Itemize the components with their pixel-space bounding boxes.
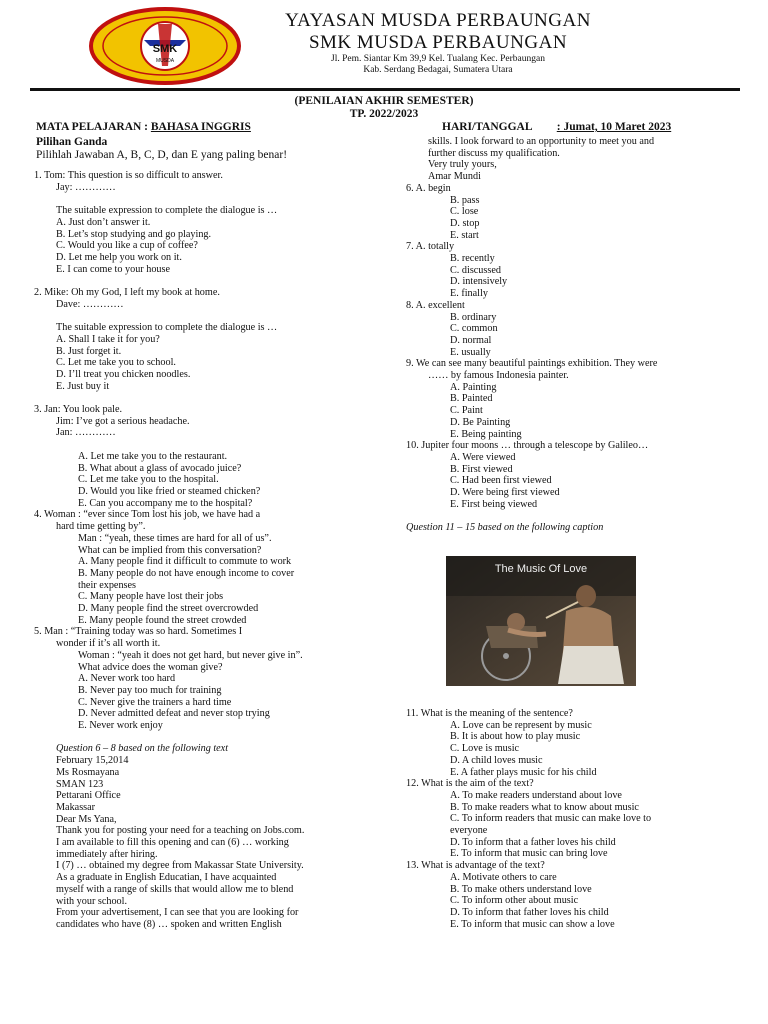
photo-caption: The Music Of Love [494,563,588,575]
question-line: C. Let me take you to the hospital. [78,474,219,486]
question-line [34,310,404,322]
header-divider [30,88,740,91]
question-line: 12. What is the aim of the text? [406,778,534,790]
question-line: SMAN 123 [56,778,104,790]
question-line: Woman : “yeah it does not get hard, but never give in”. [78,649,303,661]
question-line: hard time getting by”. [56,521,146,533]
question-line: D. Would you like fried or steamed chicken? [78,485,261,497]
question-line: February 15,2014 [56,755,129,767]
question-line: A. To make readers understand about love [450,789,622,801]
question-line: skills. I look forward to an opportunity to meet you and [428,136,655,147]
date-label: HARI/TANGGAL [442,121,532,133]
instruction: Pilihlah Jawaban A, B, C, D, dan E yang paling benar! [36,149,288,161]
question-line: Very truly yours, [428,159,497,171]
question-line: A. Never work too hard [78,673,176,685]
question-line: D. intensively [450,276,508,288]
question-line: What can be implied from this conversation? [78,544,262,556]
question-line: C. To inform other about music [450,895,579,907]
question-line [406,511,746,523]
question-line: Jay: ………… [56,181,116,193]
question-line: C. Love is music [450,743,520,755]
question-line: …… by famous Indonesia painter. [428,370,569,382]
question-line: B. recently [450,253,495,265]
question-line: Question 11 – 15 based on the following caption [406,522,604,534]
question-line: E. start [450,229,479,241]
question-line: C. Had been first viewed [450,475,552,487]
question-line: C. discussed [450,264,501,276]
question-line: further discuss my qualification. [428,147,560,159]
question-line [34,732,404,744]
question-line: D. To inform that a father loves his child [450,836,616,848]
question-line: Pettarani Office [56,790,121,802]
question-line: E. A father plays music for his child [450,766,597,778]
question-line: 7. A. totally [406,241,455,253]
question-line: Man : “yeah, these times are hard for all of us”. [78,532,272,544]
school-name: SMK MUSDA PERBAUNGAN [308,32,568,53]
question-line: D. normal [450,334,492,346]
question-line: E. First being viewed [450,498,538,510]
question-line: E. finally [450,288,488,300]
question-line: E. Many people found the street crowded [78,614,247,626]
question-line: B. Many people do not have enough income to cover [78,567,295,579]
question-line: 9. We can see many beautiful paintings exhibition. They were [406,358,658,370]
question-line: D. I’ll treat you chicken noodles. [56,368,191,380]
question-line [34,193,404,205]
question-line: Dear Ms Yana, [56,813,117,825]
question-line [34,275,404,287]
question-line: 6. A. begin [406,182,451,194]
question-line [34,392,404,404]
question-line: immediately after hiring. [56,848,158,860]
question-line: B. To make others understand love [450,883,592,895]
question-line: everyone [450,825,488,837]
question-line: A. Let me take you to the restaurant. [78,450,228,462]
question-line: E. Being painting [450,428,522,440]
question-line: Ms Rosmayana [56,766,120,778]
question-line: C. To inform readers that music can make love to [450,813,652,825]
question-line: A. Just don’t answer it. [56,216,151,228]
question-line: their expenses [78,579,136,591]
question-line: E. To inform that music can show a love [450,918,615,930]
question-line: B. ordinary [450,311,497,323]
address-line-1: Jl. Pem. Siantar Km 39,9 Kel. Tualang Kec. Perbaungan [331,54,545,64]
question-line: B. pass [450,194,480,206]
question-line: D. Never admitted defeat and never stop trying [78,708,270,720]
question-line [34,439,404,451]
question-line: 2. Mike: Oh my God, I left my book at home. [34,287,220,299]
question-line: E. usually [450,346,491,358]
question-line: C. lose [450,206,479,218]
question-line: E. Can you accompany me to the hospital? [78,497,253,509]
question-line: E. I can come to your house [56,263,171,275]
question-line: C. Paint [450,405,483,417]
question-line: From your advertisement, I can see that you are looking for [56,907,299,919]
question-line: D. To inform that father loves his child [450,906,609,918]
question-line: B. First viewed [450,463,513,475]
question-line: A. Motivate others to care [450,871,557,883]
question-line: B. It is about how to play music [450,731,581,743]
school-address [248,54,628,76]
question-line: myself with a range of skills that would allow me to blend [56,883,294,895]
question-line: E. Just buy it [56,380,110,392]
question-line: A. Love can be represent by music [450,719,592,731]
question-line: D. Many people find the street overcrowded [78,603,259,615]
question-line: with your school. [56,895,128,907]
subject-label: MATA PELAJARAN : [36,121,149,133]
question-line: 3. Jan: You look pale. [34,404,123,416]
question-line: Thank you for posting your need for a teaching on Jobs.com. [56,825,305,837]
exam-title: (PENILAIAN AKHIR SEMESTER) [294,95,474,107]
question-line: candidates who have (8) … spoken and written English [56,919,282,930]
question-line: D. stop [450,217,480,229]
question-line: D. Be Painting [450,416,511,428]
question-line: 11. What is the meaning of the sentence? [406,708,573,719]
question-line: 13. What is advantage of the text? [406,860,545,872]
question-line: D. A child loves music [450,754,543,766]
school-logo [88,6,242,86]
exam-year: TP. 2022/2023 [349,108,419,120]
question-line: 8. A. excellent [406,299,465,311]
question-line: C. Many people have lost their jobs [78,591,224,603]
question-line: Jan: ………… [56,427,116,439]
subject-value: BAHASA INGGRIS [150,121,251,133]
foundation-name: YAYASAN MUSDA PERBAUNGAN [285,10,591,31]
question-line: D. Let me help you work on it. [56,251,182,263]
right-column-lower [406,708,746,930]
question-line: Question 6 – 8 based on the following text [56,743,229,755]
question-line: C. common [450,323,498,335]
question-line: B. Never pay too much for training [78,684,222,696]
question-line: B. Let’s stop studying and go playing. [56,228,212,240]
question-line: Dave: ………… [56,298,124,310]
question-line: C. Never give the trainers a hard time [78,696,232,708]
question-line: C. Let me take you to school. [56,357,176,369]
logo-text: SMK [152,43,178,55]
question-line: B. What about a glass of avocado juice? [78,462,242,474]
question-line: 1. Tom: This question is so difficult to answer. [34,170,223,181]
question-line: A. Shall I take it for you? [56,333,160,345]
question-line: Makassar [56,801,96,813]
question-line: I am available to fill this opening and can (6) … working [56,837,289,849]
question-line: Jim: I’ve got a serious headache. [56,415,190,427]
question-line: What advice does the woman give? [78,661,223,673]
date-value: : Jumat, 10 Maret 2023 [556,121,672,133]
question-line: A. Many people find it difficult to commute to work [78,556,292,568]
address-line-2: Kab. Serdang Bedagai, Sumatera Utara [363,65,513,75]
left-column [34,170,404,931]
logo-subtext: MUSDA [155,58,175,64]
question-line: C. Would you like a cup of coffee? [56,240,198,252]
question-line: I (7) … obtained my degree from Makassar State University. [56,860,304,872]
music-of-love-photo [446,556,636,686]
question-line: B. To make readers what to know about music [450,801,639,813]
question-line: 10. Jupiter four moons … through a telescope by Galileo… [406,440,649,452]
question-line: The suitable expression to complete the dialogue is … [56,322,278,334]
right-column [406,136,746,534]
question-line: wonder if it’s all worth it. [56,638,161,650]
section-title: Pilihan Ganda [36,136,108,148]
question-line: D. Were being first viewed [450,487,560,499]
question-line: The suitable expression to complete the dialogue is … [56,205,278,217]
subject-line [36,121,371,133]
question-line: B. Just forget it. [56,345,122,357]
question-line: As a graduate in English Educatian, I have acquainted [56,872,277,884]
question-line: E. Never work enjoy [78,720,163,732]
question-line: E. To inform that music can bring love [450,848,608,860]
question-line: 5. Man : “Training today was so hard. Sometimes I [34,626,243,638]
question-line: A. Were viewed [450,451,516,463]
question-line: B. Painted [450,393,493,405]
question-line: Amar Mundi [428,171,481,183]
question-line: A. Painting [450,381,497,393]
date-line [442,121,671,133]
question-line: 4. Woman : “ever since Tom lost his job, we have had a [34,509,261,521]
